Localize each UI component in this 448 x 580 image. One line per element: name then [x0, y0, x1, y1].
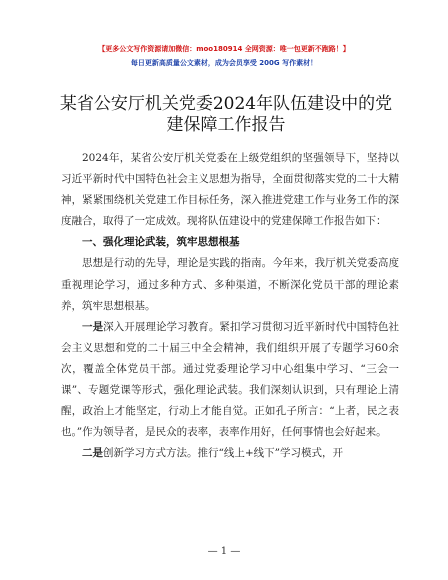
- document-body: [61, 148, 399, 464]
- item-lead-label: 二是: [82, 447, 103, 460]
- section-1-paragraph: 思想是行动的先导，理论是实践的指南。今年来，我厅机关党委高度重视理论学习，通过多种方式、多种渠道，不断深化党员干部的理论素养，筑牢思想根基。: [61, 257, 399, 312]
- section-1-item-2: [61, 443, 399, 464]
- section-heading-1: 一、强化理论武装，筑牢思想根基: [82, 236, 240, 249]
- item-lead-label: 一是: [82, 320, 104, 333]
- promo-banner-red: 【更多公文写作资源请加微信：moo180914 全网资源：唯一包更新不跑路！】: [98, 45, 350, 53]
- section-1-item-1: [61, 317, 399, 444]
- intro-paragraph: 2024年，某省公安厅机关党委在上级党组织的坚强领导下，坚持以习近平新时代中国特色社会主义思想为指导，全面贯彻落实党的二十大精神，紧紧围绕机关党建工作目标任务，深入推进党建工作与业务工作的深度融合，取得了一定成效。现将队伍建设中的党建保障工作报告如下：: [61, 152, 399, 228]
- page-number: — 1 —: [207, 546, 241, 557]
- item-text: 深入开展理论学习教育。紧扣学习贯彻习近平新时代中国特色社会主义思想和党的二十届三中全会精神，我们组织开展了专题学习60余次，覆盖全体党员干部。通过党委理论学习中心组集中学习、“三会一课”、专题党课等形式，强化理论武装。我们深刻认识到，只有理论上清醒，政治上才能坚定，行动上才能自觉。正如孔子所言：“上者，民之表也。”作为领导者，是民众的表率，表率作用好，任何事情也会好起来。: [61, 320, 400, 439]
- promo-banner-blue: 每日更新高质量公文素材，成为会员享受 200G 写作素材！: [130, 59, 318, 67]
- document-title: 某省公安厅机关党委2024年队伍建设中的党建保障工作报告: [59, 94, 393, 135]
- item-text: 创新学习方式方法。推行“线上+线下”学习模式，开: [103, 447, 344, 460]
